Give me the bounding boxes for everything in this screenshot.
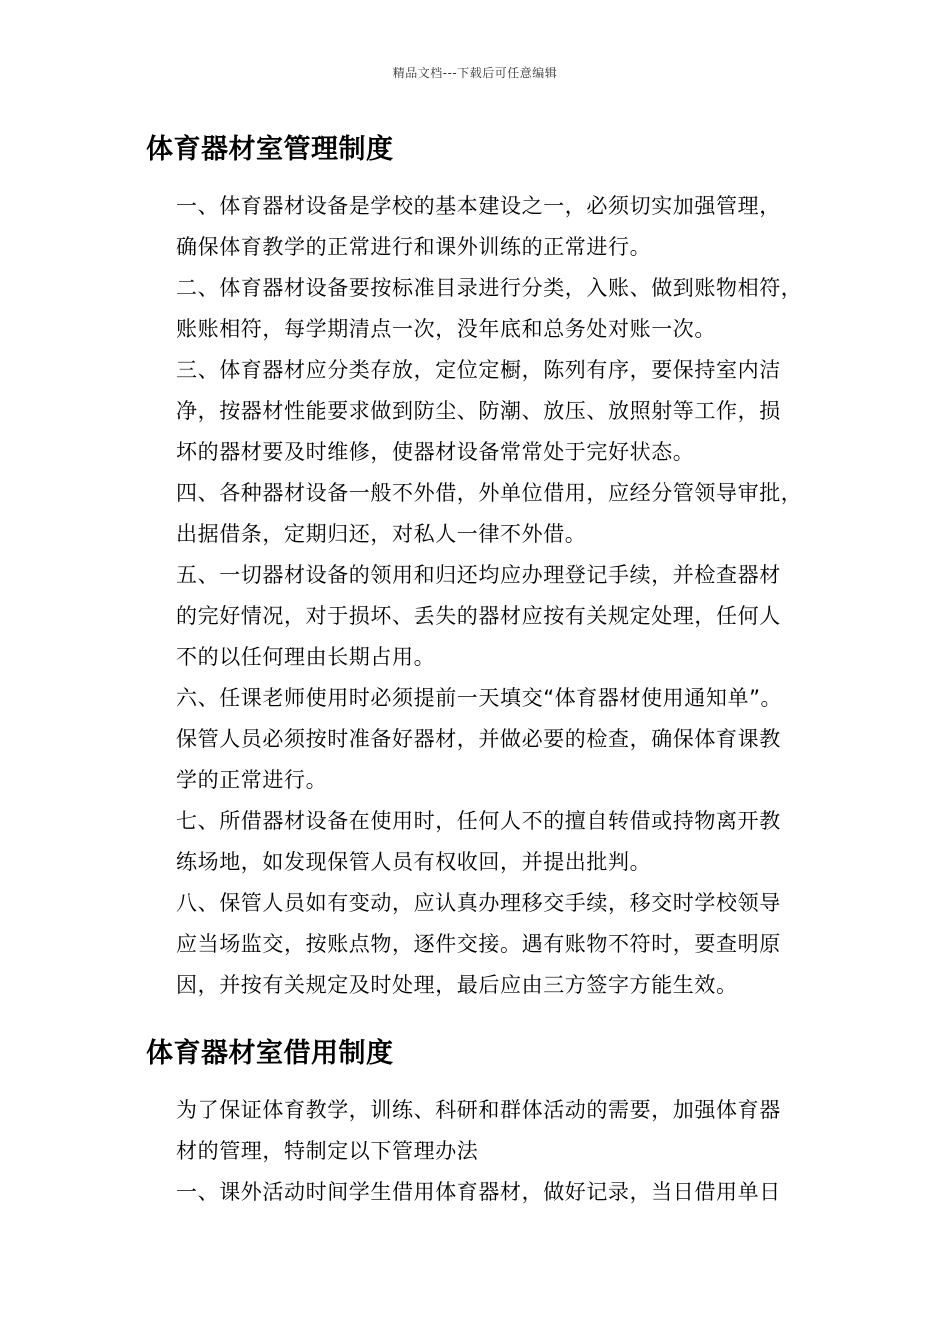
rule-paragraph — [176, 473, 836, 555]
rule-paragraph — [176, 186, 836, 268]
text-line: 七、所借器材设备在使用时，任何人不的擅自转借或持物离开教 — [176, 809, 781, 833]
rule-paragraph — [176, 678, 836, 801]
text-line: 三、体育器材应分类存放，定位定橱，陈列有序，要保持室内洁 — [176, 358, 781, 382]
text-line: 材的管理，特制定以下管理办法 — [176, 1139, 479, 1163]
text-line: 八、保管人员如有变动，应认真办理移交手续，移交时学校领导 — [176, 891, 781, 915]
rule-paragraph — [176, 1172, 836, 1213]
text-line: 六、任课老师使用时必须提前一天填交“体育器材使用通知单”。 — [176, 686, 783, 710]
borrowing-rules — [176, 1090, 836, 1213]
text-line: 不的以任何理由长期占用。 — [176, 645, 436, 669]
text-line: 为了保证体育教学，训练、科研和群体活动的需要，加强体育器 — [176, 1098, 781, 1122]
management-rules — [176, 186, 836, 1006]
rule-paragraph — [176, 555, 836, 678]
text-line: 保管人员必须按时准备好器材，并做必要的检查，确保体育课教 — [176, 727, 781, 751]
text-line: 二、体育器材设备要按标准目录进行分类，入账、做到账物相符， — [176, 276, 803, 300]
text-line: 净，按器材性能要求做到防尘、防潮、放压、放照射等工作，损 — [176, 399, 781, 423]
text-line: 坏的器材要及时维修，使器材设备常常处于完好状态。 — [176, 440, 695, 464]
rule-paragraph — [176, 350, 836, 473]
text-line: 确保体育教学的正常进行和课外训练的正常进行。 — [176, 235, 652, 259]
text-line: 一、体育器材设备是学校的基本建设之一，必须切实加强管理， — [176, 194, 781, 218]
section-title-borrowing: 体育器材室借用制度 — [146, 1038, 394, 1069]
rule-paragraph — [176, 1090, 836, 1172]
text-line: 出据借条，定期归还，对私人一律不外借。 — [176, 522, 587, 546]
text-line: 账账相符，每学期清点一次，没年底和总务处对账一次。 — [176, 317, 716, 341]
text-line: 一、课外活动时间学生借用体育器材，做好记录，当日借用单日 — [176, 1180, 781, 1204]
page-header: 精品文档---下载后可任意编辑 — [392, 66, 558, 80]
rule-paragraph — [176, 883, 836, 1006]
text-line: 四、各种器材设备一般不外借，外单位借用，应经分管领导审批， — [176, 481, 803, 505]
text-line: 因，并按有关规定及时处理，最后应由三方签字方能生效。 — [176, 973, 738, 997]
text-line: 的完好情况，对于损坏、丢失的器材应按有关规定处理，任何人 — [176, 604, 781, 628]
text-line: 应当场监交，按账点物，逐件交接。遇有账物不符时，要查明原 — [176, 932, 781, 956]
rule-paragraph — [176, 801, 836, 883]
text-line: 学的正常进行。 — [176, 768, 328, 792]
rule-paragraph — [176, 268, 836, 350]
text-line: 练场地，如发现保管人员有权收回，并提出批判。 — [176, 850, 652, 874]
text-line: 五、一切器材设备的领用和归还均应办理登记手续，并检查器材 — [176, 563, 781, 587]
section-title-management: 体育器材室管理制度 — [146, 134, 394, 165]
